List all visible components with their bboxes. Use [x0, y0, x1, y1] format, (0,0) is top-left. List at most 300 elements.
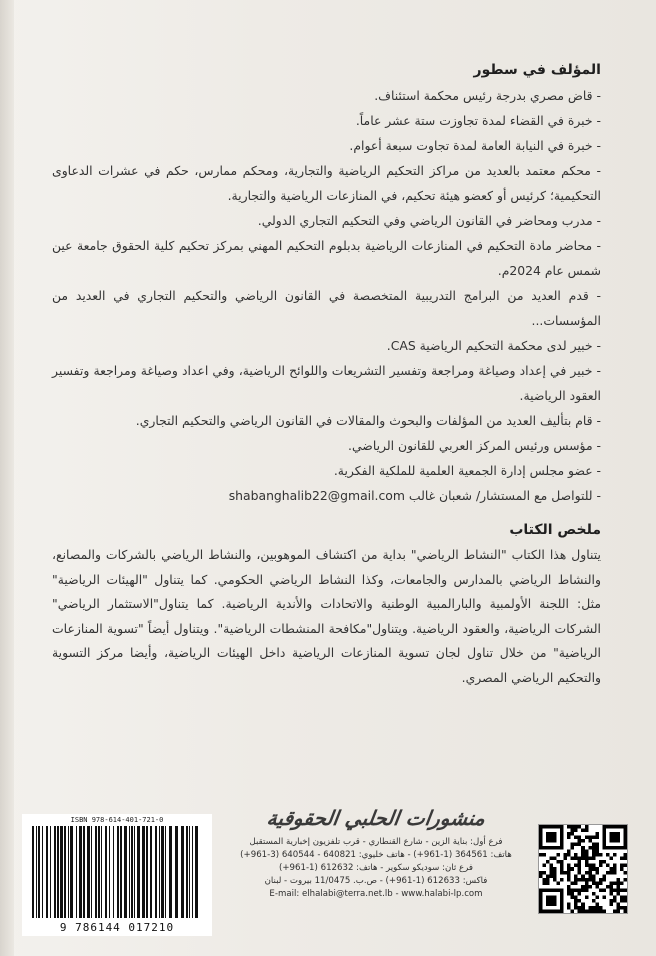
qr-module: [592, 846, 596, 850]
qr-module: [588, 857, 592, 861]
publisher-fax-line: فاكس: 612633 (1-961+) - ص.ب. 11/0475 بيروت - لبنان: [264, 876, 488, 886]
qr-module: [557, 881, 561, 885]
qr-module: [613, 881, 617, 885]
author-section-title: المؤلف في سطور: [473, 62, 601, 78]
barcode-bar: [36, 826, 37, 918]
qr-module: [553, 874, 557, 878]
qr-module: [578, 906, 582, 910]
qr-module: [567, 892, 571, 896]
qr-module: [595, 906, 599, 910]
author-bio-item: - خبير لدى محكمة التحكيم الرياضية CAS.: [386, 338, 601, 353]
qr-module: [574, 836, 578, 840]
qr-module: [592, 881, 596, 885]
qr-module: [571, 846, 575, 850]
qr-module: [595, 832, 599, 836]
author-bio-item: - قدم العديد من البرامج التدريبية المتخصصة في القانون الرياضي والتحكيم التجاري في العديد من المؤسسات...: [52, 288, 601, 328]
book-summary-text: يتناول هذا الكتاب "النشاط الرياضي" بداية من اكتشاف الموهوبين، والنشاط الرياضي بالشركات والمصانع، والنشاط الرياضي بالمدارس والجامعات، وكذا النشاط الرياضي الحكومي. كما يتناول "الهيئات الرياضية" مثل: اللجنة الأولمبية والبارالمبية الوطنية والاتحادات والأندية الرياضية. كما يتناول"الاستثمار الرياضي" الشركات الرياضية، والعقود الرياضية. ويتناول"مكافحة المنشطات الرياضية". ويتناول أيضاً "تسوية المنازعات الرياضية" من خلال تناول لجان تسوية المنازعات الرياضية داخل الهيئات الرياضية، وأيضا مركز التسوية والتحكيم الرياضي المصري.: [52, 547, 601, 685]
barcode-bar: [195, 826, 198, 918]
qr-module: [564, 853, 568, 857]
qr-module: [585, 857, 589, 861]
qr-module: [585, 836, 589, 840]
qr-module: [567, 878, 571, 882]
qr-module: [613, 899, 617, 903]
barcode-bar: [169, 826, 172, 918]
qr-module: [571, 857, 575, 861]
qr-module: [578, 867, 582, 871]
qr-module: [571, 867, 575, 871]
qr-module: [578, 899, 582, 903]
qr-module: [567, 888, 571, 892]
qr-module: [543, 878, 547, 882]
qr-module: [606, 853, 610, 857]
qr-module: [599, 906, 603, 910]
qr-module: [571, 892, 575, 896]
qr-module: [578, 860, 582, 864]
qr-module: [616, 906, 620, 910]
barcode-bar: [131, 826, 133, 918]
qr-module: [592, 899, 596, 903]
qr-module: [578, 825, 582, 829]
qr-module: [571, 832, 575, 836]
qr-finder-core: [609, 832, 620, 843]
qr-module: [588, 906, 592, 910]
qr-module: [609, 867, 613, 871]
author-bio-item: - قاض مصري بدرجة رئيس محكمة استئناف.: [374, 88, 601, 103]
qr-module: [592, 874, 596, 878]
qr-module: [592, 867, 596, 871]
qr-module: [574, 899, 578, 903]
barcode-bar: [70, 826, 73, 918]
qr-module: [567, 853, 571, 857]
qr-module: [606, 885, 610, 889]
qr-module: [595, 909, 599, 913]
qr-module: [595, 881, 599, 885]
barcode-bar: [142, 826, 145, 918]
barcode-bar: [105, 826, 107, 918]
publisher-branch-line: فرع ثان: سوديكو سكوير - هاتف: 612632 (1-961+): [278, 863, 474, 873]
barcode-bar: [57, 826, 59, 918]
qr-module: [560, 867, 564, 871]
qr-module: [620, 888, 624, 892]
barcode-bar: [109, 826, 110, 918]
qr-module: [567, 906, 571, 910]
qr-module: [571, 888, 575, 892]
barcode-bar: [159, 826, 160, 918]
qr-module: [620, 857, 624, 861]
publisher-info: [222, 806, 530, 901]
qr-module: [623, 888, 627, 892]
qr-module: [578, 864, 582, 868]
qr-module: [578, 888, 582, 892]
qr-module: [574, 881, 578, 885]
qr-module: [592, 878, 596, 882]
qr-module: [578, 836, 582, 840]
qr-module: [592, 864, 596, 868]
qr-module: [613, 864, 617, 868]
qr-module: [609, 892, 613, 896]
qr-module: [613, 895, 617, 899]
barcode-bar: [42, 826, 43, 918]
qr-module: [602, 860, 606, 864]
qr-module: [620, 881, 624, 885]
qr-module: [581, 909, 585, 913]
barcode-bar: [155, 826, 157, 918]
qr-module: [581, 829, 585, 833]
qr-module: [616, 888, 620, 892]
qr-module: [574, 902, 578, 906]
author-bio-item: - خبرة في القضاء لمدة تجاوزت ستة عشر عاماً.: [355, 113, 601, 128]
qr-module: [613, 909, 617, 913]
qr-module: [588, 846, 592, 850]
qr-module: [592, 909, 596, 913]
barcode-bar: [46, 826, 48, 918]
qr-module: [585, 825, 589, 829]
isbn-label: ISBN 978-614-401-721-0: [70, 816, 164, 824]
qr-module: [557, 853, 561, 857]
qr-module: [553, 857, 557, 861]
qr-module: [560, 864, 564, 868]
qr-module: [550, 857, 554, 861]
author-bio-list: [52, 83, 601, 508]
qr-module: [574, 906, 578, 910]
qr-module: [564, 871, 568, 875]
author-bio-item: - خبرة في النيابة العامة لمدة تجاوت سبعة أعوام.: [349, 138, 601, 153]
qr-module: [592, 843, 596, 847]
barcode-bar: [87, 826, 90, 918]
qr-module: [581, 902, 585, 906]
qr-module: [595, 850, 599, 854]
qr-module: [567, 867, 571, 871]
barcode-bar: [95, 826, 97, 918]
author-bio-item: - مؤسس ورئيس المركز العربي للقانون الرياضي.: [348, 438, 601, 453]
qr-code-icon: [539, 825, 627, 913]
qr-module: [578, 871, 582, 875]
qr-module: [616, 909, 620, 913]
qr-module: [550, 867, 554, 871]
qr-module: [574, 825, 578, 829]
qr-module: [585, 864, 589, 868]
qr-module: [613, 867, 617, 871]
qr-module: [609, 881, 613, 885]
qr-module: [550, 871, 554, 875]
author-bio-item: - عضو مجلس إدارة الجمعية العلمية للملكية الفكرية.: [333, 463, 601, 478]
qr-module: [581, 888, 585, 892]
qr-module: [599, 909, 603, 913]
qr-module: [595, 885, 599, 889]
qr-module: [602, 874, 606, 878]
qr-module: [588, 909, 592, 913]
qr-module: [595, 846, 599, 850]
qr-module: [567, 885, 571, 889]
author-bio-item: - محاضر مادة التحكيم في المنازعات الرياضية بدبلوم التحكيم المهني بمركز تحكيم كلية الحقوق جامعة عين شمس عام 2024م.: [52, 238, 601, 278]
qr-module: [581, 878, 585, 882]
barcode-bar: [175, 826, 178, 918]
qr-module: [595, 895, 599, 899]
qr-module: [595, 836, 599, 840]
qr-module: [581, 850, 585, 854]
qr-module: [574, 829, 578, 833]
qr-module: [623, 909, 627, 913]
author-bio-item: - خبير في إعداد وصياغة ومراجعة وتفسير التشريعات واللوائح الرياضية، وفي اعداد وصياغة ومراجعة وتفسير العقود الرياضية.: [52, 363, 601, 403]
barcode-bar: [54, 826, 56, 918]
qr-module: [539, 871, 543, 875]
qr-module: [560, 871, 564, 875]
qr-module: [564, 857, 568, 861]
qr-module: [567, 832, 571, 836]
barcode-bar: [101, 826, 102, 918]
qr-module: [585, 860, 589, 864]
qr-module: [574, 895, 578, 899]
qr-module: [599, 878, 603, 882]
qr-module: [567, 864, 571, 868]
qr-module: [616, 902, 620, 906]
qr-module: [606, 864, 610, 868]
qr-module: [581, 846, 585, 850]
qr-module: [623, 895, 627, 899]
qr-module: [585, 850, 589, 854]
barcode-bar: [68, 826, 69, 918]
qr-module: [609, 871, 613, 875]
qr-module: [595, 871, 599, 875]
qr-module: [602, 895, 606, 899]
qr-finder-core: [546, 832, 557, 843]
qr-module: [546, 874, 550, 878]
barcode-bar: [64, 826, 66, 918]
qr-module: [623, 853, 627, 857]
qr-module: [571, 909, 575, 913]
qr-module: [574, 888, 578, 892]
qr-module: [613, 853, 617, 857]
qr-module: [539, 874, 543, 878]
qr-module: [602, 888, 606, 892]
publisher-logo: منشورات الحلبي الحقوقية: [265, 806, 487, 830]
qr-module: [585, 878, 589, 882]
qr-module: [595, 843, 599, 847]
qr-module: [581, 839, 585, 843]
cover-content: [52, 62, 601, 690]
barcode-bar: [117, 826, 119, 918]
summary-section-title: ملخص الكتاب: [509, 522, 601, 538]
qr-module: [613, 871, 617, 875]
qr-module: [553, 878, 557, 882]
qr-module: [588, 885, 592, 889]
qr-module: [609, 888, 613, 892]
qr-module: [578, 878, 582, 882]
qr-module: [571, 843, 575, 847]
barcode-bar: [186, 826, 188, 918]
qr-module: [623, 871, 627, 875]
qr-module: [560, 878, 564, 882]
cover-footer: [22, 806, 634, 936]
qr-module: [578, 892, 582, 896]
barcode-bar: [50, 826, 51, 918]
qr-module: [599, 864, 603, 868]
barcode-bar: [181, 826, 184, 918]
qr-module: [539, 853, 543, 857]
barcode-bar: [129, 826, 130, 918]
barcode-bar: [134, 826, 135, 918]
qr-module: [620, 906, 624, 910]
qr-module: [578, 909, 582, 913]
qr-module: [592, 836, 596, 840]
barcode-bar: [91, 826, 92, 918]
barcode-bar: [98, 826, 100, 918]
qr-module: [609, 899, 613, 903]
qr-module: [609, 902, 613, 906]
qr-module: [585, 853, 589, 857]
qr-module: [574, 853, 578, 857]
qr-module: [567, 871, 571, 875]
qr-module: [616, 892, 620, 896]
qr-module: [574, 843, 578, 847]
qr-module: [588, 864, 592, 868]
qr-module: [588, 839, 592, 843]
qr-module: [585, 885, 589, 889]
qr-module: [585, 895, 589, 899]
qr-module: [578, 843, 582, 847]
qr-code[interactable]: [538, 824, 628, 914]
barcode-bar: [113, 826, 114, 918]
qr-module: [585, 881, 589, 885]
author-bio-item: - مدرب ومحاضر في القانون الرياضي وفي التحكيم التجاري الدولي.: [257, 213, 601, 228]
qr-module: [571, 895, 575, 899]
barcode-bar: [120, 826, 122, 918]
qr-module: [613, 888, 617, 892]
qr-module: [546, 860, 550, 864]
qr-finder-core: [546, 895, 557, 906]
qr-module: [581, 885, 585, 889]
qr-module: [574, 878, 578, 882]
qr-module: [592, 850, 596, 854]
qr-module: [616, 878, 620, 882]
qr-module: [609, 857, 613, 861]
qr-module: [595, 853, 599, 857]
qr-module: [543, 881, 547, 885]
barcode-bars: [28, 826, 206, 918]
qr-module: [623, 878, 627, 882]
qr-module: [571, 829, 575, 833]
qr-module: [543, 871, 547, 875]
qr-module: [550, 874, 554, 878]
qr-module: [588, 871, 592, 875]
qr-module: [567, 874, 571, 878]
barcode-bar: [32, 826, 34, 918]
author-contact-item: [52, 483, 601, 508]
qr-module: [588, 874, 592, 878]
publisher-contact-line[interactable]: E-mail: elhalabi@terra.net.lb - www.halabi-lp.com: [269, 889, 483, 899]
qr-module: [557, 860, 561, 864]
qr-module: [574, 857, 578, 861]
qr-module: [546, 878, 550, 882]
qr-module: [546, 881, 550, 885]
qr-module: [595, 867, 599, 871]
qr-module: [581, 906, 585, 910]
qr-module: [574, 874, 578, 878]
qr-module: [602, 878, 606, 882]
qr-module: [616, 881, 620, 885]
qr-module: [585, 829, 589, 833]
qr-module: [602, 909, 606, 913]
barcode-bar: [146, 826, 148, 918]
author-bio-item: - محكم معتمد بالعديد من مراكز التحكيم الرياضية والتجارية، ومحكم ممارس، حكم في عشرات الدعاوى التحكيمية؛ كرئيس أو كعضو هيئة تحكيم، في المنازعات الرياضية والتجارية.: [52, 163, 601, 203]
qr-module: [553, 867, 557, 871]
qr-module: [578, 857, 582, 861]
publisher-address-line: فرع أول: بناية الزين - شارع القنطاري - قرب تلفزيون إخبارية المستقبل: [249, 837, 503, 847]
qr-module: [588, 836, 592, 840]
qr-module: [592, 857, 596, 861]
qr-module: [609, 885, 613, 889]
qr-module: [560, 860, 564, 864]
barcode-bar: [137, 826, 140, 918]
barcode-bar: [165, 826, 166, 918]
qr-module: [592, 853, 596, 857]
qr-module: [567, 902, 571, 906]
qr-module: [616, 885, 620, 889]
qr-module: [578, 839, 582, 843]
qr-module: [585, 871, 589, 875]
qr-module: [592, 906, 596, 910]
qr-module: [592, 892, 596, 896]
qr-module: [567, 836, 571, 840]
barcode-bar: [150, 826, 152, 918]
qr-module: [588, 867, 592, 871]
qr-module: [571, 825, 575, 829]
barcode-bar: [124, 826, 127, 918]
qr-module: [599, 881, 603, 885]
qr-module: [623, 864, 627, 868]
qr-module: [623, 857, 627, 861]
author-bio-item: - قام بتأليف العديد من المؤلفات والبحوث والمقالات في القانون الرياضي والتحكيم التجاري.: [135, 413, 601, 428]
barcode-bar: [189, 826, 190, 918]
qr-module: [599, 888, 603, 892]
barcode-number: 9 786144 017210: [59, 921, 175, 934]
qr-module: [550, 864, 554, 868]
barcode-bar: [60, 826, 63, 918]
qr-module: [606, 871, 610, 875]
barcode-bar: [83, 826, 85, 918]
qr-module: [581, 853, 585, 857]
barcode-bar: [161, 826, 164, 918]
barcode-bar: [192, 826, 193, 918]
qr-module: [623, 906, 627, 910]
barcode-bar: [76, 826, 77, 918]
qr-module: [574, 864, 578, 868]
qr-module: [543, 853, 547, 857]
qr-module: [585, 888, 589, 892]
qr-module: [599, 853, 603, 857]
barcode-bar: [38, 826, 40, 918]
isbn-barcode: [22, 814, 212, 936]
qr-module: [620, 864, 624, 868]
qr-module: [581, 874, 585, 878]
qr-module: [581, 857, 585, 861]
qr-module: [620, 899, 624, 903]
qr-module: [571, 881, 575, 885]
qr-module: [620, 895, 624, 899]
qr-module: [567, 825, 571, 829]
qr-module: [595, 902, 599, 906]
barcode-bar: [79, 826, 82, 918]
contact-prefix: - للتواصل مع المستشار/ شعبان غالب: [408, 488, 601, 503]
qr-module: [543, 864, 547, 868]
qr-module: [588, 878, 592, 882]
qr-module: [623, 899, 627, 903]
contact-email-link[interactable]: shabanghalib22@gmail.com: [228, 488, 405, 503]
qr-module: [553, 871, 557, 875]
qr-module: [585, 909, 589, 913]
qr-module: [567, 850, 571, 854]
qr-module: [599, 860, 603, 864]
